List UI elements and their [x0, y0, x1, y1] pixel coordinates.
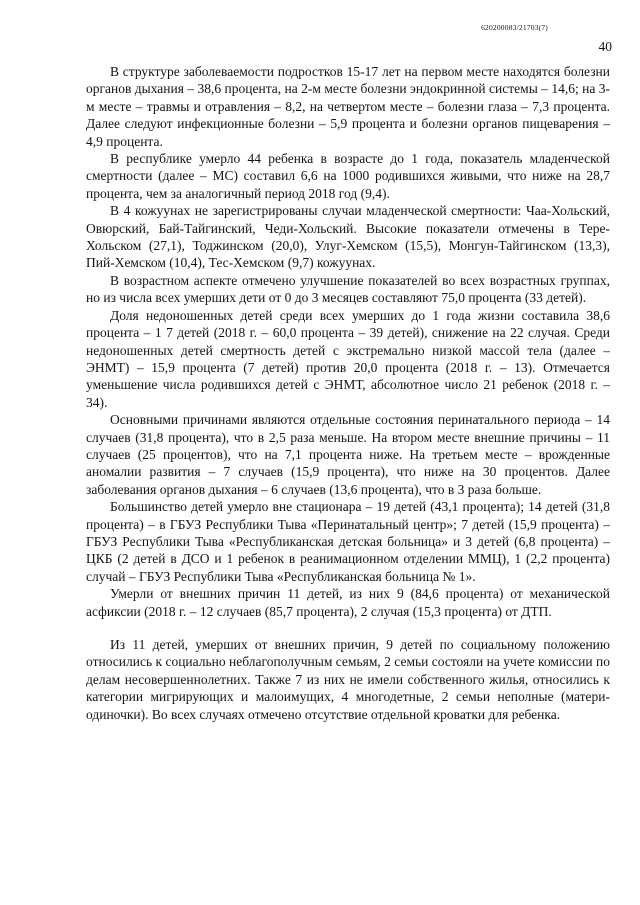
paragraph-place-of-death: Большинство детей умерло вне стационара – 19 детей (43,1 процента); 14 детей (31,8 процента) – в ГБУЗ Республики Тыва «Перинатальный центр»; 7 детей (15,9 процента) – ГБУЗ Республики Тыва «Республиканская детская больница» и 3 детей (6,8 процента) – ЦКБ (2 детей в ДСО и 1 ребенок в реанимационном отделении ММЦ), 1 (2,2 процента) случай – ГБУЗ Республики Тыва «Республиканская больница № 1». [86, 499, 610, 584]
paragraph-infant-mortality: В республике умерло 44 ребенка в возрасте до 1 года, показатель младенческой смертности (далее – МС) составил 6,6 на 1000 родившихся живыми, что ниже на 28,7 процента, чем за аналогичный период 2018 год (9,4). [86, 151, 610, 201]
paragraph-district-rates: В 4 кожуунах не зарегистрированы случаи младенческой смертности: Чаа-Хольский, Овюрский, Бай-Тайгинский, Чеди-Хольский. Высокие показатели отмечены в Тере-Хольском (27,1), Тоджинском (20,0), Улуг-Хемском (15,5), Монгун-Тайгинском (13,3), Пий-Хемском (10,4), Тес-Хемском (9,7) кожуунах. [86, 203, 610, 271]
paragraph-adolescent-morbidity: В структуре заболеваемости подростков 15-17 лет на первом месте находятся болезни органов дыхания – 38,6 процента, на 2-м месте болезни эндокринной системы – 14,6; на 3-м месте – травмы и отравления – 8,2, на четвертом месте – болезни глаза – 7,3 процента. Далее следуют инфекционные болезни – 5,9 процента и болезни органов пищеварения – 4,9 процента. [86, 64, 610, 149]
document-body [86, 63, 610, 723]
document-code: 620200083/21703(7) [481, 23, 548, 32]
paragraph-main-causes: Основными причинами являются отдельные состояния перинатального периода – 14 случаев (31,8 процента), что в 2,5 раза меньше. На втором месте внешние причины – 11 случаев (25 процентов), что на 7,1 процента ниже. На третьем месте – врожденные аномалии развития – 7 случаев (15,9 процента), что ниже на 30 процентов. Далее заболевания органов дыхания – 6 случаев (13,6 процента), что в 3 раза больше. [86, 412, 610, 497]
paragraph-age-aspect: В возрастном аспекте отмечено улучшение показателей во всех возрастных группах, но из числа всех умерших дети от 0 до 3 месяцев составляют 75,0 процента (33 детей). [86, 272, 610, 306]
paragraph-external-causes: Умерли от внешних причин 11 детей, из них 9 (84,6 процента) от механической асфиксии (2018 г. – 12 случаев (85,7 процента), 2 случая (15,3 процента) от ДТП. [86, 586, 610, 619]
paragraph-premature-share: Доля недоношенных детей среди всех умерших до 1 года жизни составила 38,6 процента – 1 7 детей (2018 г. – 60,0 процента – 39 детей), снижение на 22 случая. Среди недоношенных детей смертность детей с экстремально низкой массой тела (далее – ЭНМТ) – 15,9 процента (7 детей) против 20,0 процента (2018 г. – 13). Отмечается уменьшение числа родившихся детей с ЭНМТ, абсолютное число 21 ребенок (2018 г. – 34). [86, 307, 610, 410]
paragraph-social-status: Из 11 детей, умерших от внешних причин, 9 детей по социальному положению относились к социально неблагополучным семьям, 2 семьи состояли на учете комиссии по делам несовершеннолетних. Также 7 из них не имели собственного жилья, относились к категории мигрирующих и малоимущих, 4 многодетные, 2 семьи неполные (матери-одиночки). Во всех случаях отмечено отсутствие отдельной кроватки для ребенка. [86, 637, 610, 722]
page-number: 40 [598, 39, 612, 54]
